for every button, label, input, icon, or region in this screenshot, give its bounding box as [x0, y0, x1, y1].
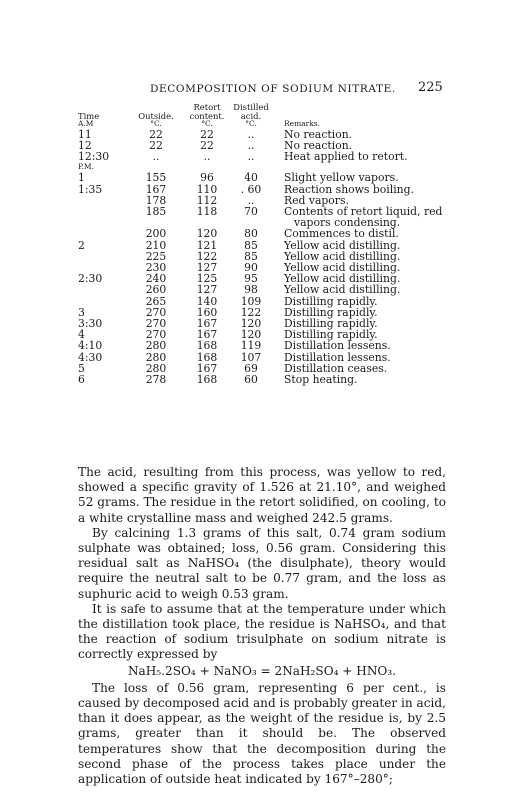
distilled-temp-cell: ..	[247, 193, 255, 207]
time-cell: 6	[78, 373, 85, 387]
outside-temp-cell: 278	[145, 373, 167, 387]
retort-temp-cell: 167	[196, 328, 218, 342]
header-retort-unit: °C.	[201, 119, 213, 129]
pm-label: P.M.	[78, 162, 94, 172]
retort-temp-cell: 168	[196, 373, 218, 387]
remarks-cell: Stop heating.	[284, 373, 358, 387]
outside-temp-cell: 22	[149, 138, 163, 152]
retort-temp-cell: 127	[196, 261, 218, 275]
outside-temp-cell: 280	[145, 361, 167, 375]
pm-rows	[78, 172, 442, 385]
retort-temp-cell: 168	[196, 350, 218, 364]
distilled-temp-cell: 120	[240, 317, 262, 331]
table-row	[78, 340, 442, 351]
distilled-temp-cell: 98	[244, 283, 258, 297]
distilled-temp-cell: 60	[244, 373, 258, 387]
outside-temp-cell: 200	[145, 227, 167, 241]
table-row	[78, 129, 442, 140]
remarks-cell: Yellow acid distilling.	[284, 238, 401, 252]
outside-temp-cell: ..	[152, 150, 160, 164]
header-outside-unit: °C.	[150, 119, 162, 129]
header-time: Time	[78, 110, 100, 121]
time-cell	[78, 206, 130, 228]
remarks-cell: Yellow acid distilling.	[284, 261, 401, 275]
outside-temp-cell: 260	[145, 283, 167, 297]
distilled-temp-cell: 120	[240, 328, 262, 342]
time-cell	[78, 296, 130, 307]
paragraph-4: The loss of 0.56 gram, representing 6 per cent., is caused by decomposed acid and is probably greater in acid, than it does appear, as the weight of the residue is, by 2.5 grams, greater than it should be. The observed temperatures show that the decomposition during the second phase of the process takes place under the application of outside heat indicated by 167°–280°;	[78, 680, 446, 787]
time-cell: 1	[78, 171, 85, 185]
distilled-temp-cell: 95	[244, 272, 258, 286]
remarks-cell: Contents of retort liquid, red vapors condensing.	[284, 205, 443, 230]
retort-temp-cell: 168	[196, 339, 218, 353]
outside-temp-cell: 178	[145, 193, 167, 207]
time-cell: 4	[78, 328, 85, 342]
retort-temp-cell: 167	[196, 317, 218, 331]
distilled-temp-cell: 107	[240, 350, 262, 364]
table-row	[78, 284, 442, 295]
remarks-cell: Distilling rapidly.	[284, 317, 378, 331]
retort-temp-cell: 122	[196, 249, 218, 263]
table-header	[78, 103, 442, 129]
body-text	[78, 465, 446, 787]
paragraph-1: The acid, resulting from this process, was yellow to red, showed a specific gravity of 1.526 at 21.10°, and weighed 52 grams. The residue in the retort solidified, on cooling, to a white crystalline mass and weighed 242.5 grams.	[78, 465, 446, 525]
time-cell: 12	[78, 138, 92, 152]
retort-temp-cell: 167	[196, 361, 218, 375]
distilled-temp-cell: . 60	[240, 182, 262, 196]
retort-temp-cell: 121	[196, 238, 218, 252]
outside-temp-cell: 270	[145, 305, 167, 319]
distilled-temp-cell: ..	[247, 150, 255, 164]
outside-temp-cell: 265	[145, 294, 167, 308]
retort-temp-cell: 112	[196, 193, 218, 207]
remarks-cell: Reaction shows boiling.	[284, 182, 414, 196]
time-cell: 2:30	[78, 272, 103, 286]
retort-temp-cell: 22	[200, 138, 214, 152]
distilled-temp-cell: 85	[244, 238, 258, 252]
outside-temp-cell: 230	[145, 261, 167, 275]
time-cell: 12:30	[78, 150, 110, 164]
distilled-temp-cell: 109	[240, 294, 262, 308]
time-cell: 5	[78, 361, 85, 375]
outside-temp-cell: 225	[145, 249, 167, 263]
outside-temp-cell: 167	[145, 182, 167, 196]
retort-temp-cell: 140	[196, 294, 218, 308]
retort-temp-cell: 110	[196, 182, 218, 196]
header-outside: Outside.	[138, 110, 174, 121]
distilled-temp-cell: 69	[244, 361, 258, 375]
distilled-temp-cell: ..	[247, 127, 255, 141]
remarks-cell: Yellow acid distilling.	[284, 283, 401, 297]
time-cell: 4:10	[78, 339, 103, 353]
remarks-cell: Heat applied to retort.	[284, 150, 408, 164]
time-cell: 3	[78, 305, 85, 319]
retort-temp-cell: 127	[196, 283, 218, 297]
header-am: A.M	[78, 119, 94, 129]
table-row	[78, 184, 442, 195]
retort-temp-cell: ..	[203, 150, 211, 164]
distilled-temp-cell: 80	[244, 227, 258, 241]
outside-temp-cell: 280	[145, 339, 167, 353]
retort-temp-cell: 125	[196, 272, 218, 286]
remarks-cell: Distilling rapidly.	[284, 305, 378, 319]
am-rows	[78, 129, 442, 163]
distilled-temp-cell: 70	[244, 205, 258, 218]
time-cell	[78, 251, 130, 262]
time-cell: 2	[78, 238, 85, 252]
paragraph-2: By calcining 1.3 grams of this salt, 0.74 gram sodium sulphate was obtained; loss, 0.56 gram. Considering this residual salt as NaHSO₄ (the disulphate), theory would require the neutral salt to be 0.77 gram, and the loss as suphuric acid to weigh 0.53 gram.	[78, 525, 446, 601]
time-cell: 1:35	[78, 182, 103, 196]
distilled-temp-cell: 90	[244, 261, 258, 275]
remarks-cell: Distillation lessens.	[284, 350, 391, 364]
table-row	[78, 352, 442, 363]
time-cell	[78, 228, 130, 239]
remarks-cell: No reaction.	[284, 127, 353, 141]
retort-temp-cell: 120	[196, 227, 218, 241]
retort-temp-cell: 96	[200, 171, 214, 185]
retort-temp-cell: 160	[196, 305, 218, 319]
remarks-cell: Distillation lessens.	[284, 339, 391, 353]
outside-temp-cell: 270	[145, 328, 167, 342]
time-cell: 4:30	[78, 350, 103, 364]
retort-temp-cell: 118	[196, 205, 218, 218]
remarks-cell: Distilling rapidly.	[284, 328, 378, 342]
distilled-temp-cell: 122	[240, 305, 262, 319]
outside-temp-cell: 22	[149, 127, 163, 141]
page-number: 225	[418, 80, 443, 95]
remarks-cell: Yellow acid distilling.	[284, 249, 401, 263]
paragraph-3: It is safe to assume that at the temperature under which the distillation took place, the residue is NaHSO₄, and that the reaction of sodium trisulphate on sodium nitrate is correctly expressed by	[78, 601, 446, 662]
distilled-temp-cell: 85	[244, 249, 258, 263]
time-cell: 11	[78, 127, 92, 141]
running-title: DECOMPOSITION OF SODIUM NITRATE.	[150, 83, 396, 95]
table-row	[78, 374, 442, 385]
header-distilled-unit: °C.	[245, 119, 257, 129]
outside-temp-cell: 240	[145, 272, 167, 286]
table-row	[78, 228, 442, 239]
header-remarks: Remarks.	[284, 119, 321, 129]
remarks-cell: No reaction.	[284, 138, 353, 152]
remarks-cell: Red vapors.	[284, 193, 349, 207]
header-distilled: Distilled acid.	[233, 102, 269, 121]
outside-temp-cell: 185	[145, 205, 167, 218]
retort-temp-cell: 22	[200, 127, 214, 141]
remarks-cell: Commences to distil.	[284, 227, 399, 241]
outside-temp-cell: 155	[145, 171, 167, 185]
remarks-cell: Distilling rapidly.	[284, 294, 378, 308]
remarks-cell: Yellow acid distilling.	[284, 272, 401, 286]
outside-temp-cell: 210	[145, 238, 167, 252]
table-row	[78, 206, 442, 228]
remarks-cell: Distillation ceases.	[284, 361, 388, 375]
distilled-temp-cell: 119	[240, 339, 262, 353]
table-row	[78, 151, 442, 162]
distillation-table	[78, 103, 442, 385]
distilled-temp-cell: ..	[247, 138, 255, 152]
distilled-temp-cell: 40	[244, 171, 258, 185]
table-row	[78, 363, 442, 374]
table-row	[78, 172, 442, 183]
reaction-equation: NaH₅.2SO₄ + NaNO₃ = 2NaH₂SO₄ + HNO₃.	[127, 663, 397, 678]
outside-temp-cell: 280	[145, 350, 167, 364]
remarks-cell: Slight yellow vapors.	[284, 171, 399, 185]
time-cell	[78, 195, 130, 206]
time-cell: 3:30	[78, 317, 103, 331]
time-cell	[78, 284, 130, 295]
outside-temp-cell: 270	[145, 317, 167, 331]
header-retort: Retort content.	[189, 102, 225, 121]
